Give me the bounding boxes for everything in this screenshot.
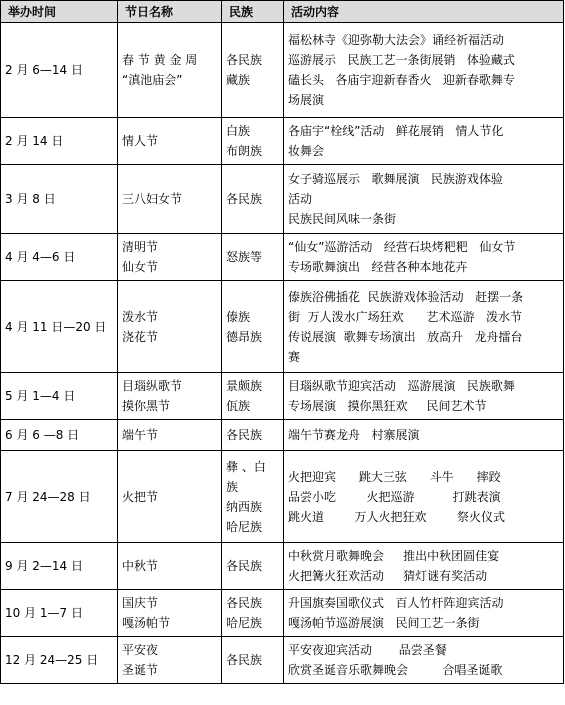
table-row <box>1 451 564 543</box>
activity-content-line: 传说展演 歌舞专场演出 放高升 龙舟擂台 <box>288 329 523 344</box>
festival-name <box>118 118 222 165</box>
ethnic-group <box>222 590 284 637</box>
activity-content-line: 目瑙纵歌节迎宾活动 巡游展演 民族歌舞 <box>288 379 515 393</box>
ethnic-group-line: 各民族 <box>226 53 263 67</box>
festival-date: 6 月 6 —8 日 <box>1 420 118 451</box>
festival-name-line: 浇花节 <box>122 329 159 344</box>
ethnic-group <box>222 165 284 234</box>
activity-content <box>284 420 564 451</box>
ethnic-group-line: 布朗族 <box>226 144 263 158</box>
activity-content-line: “仙女”巡游活动 经营石块烤粑粑 仙女节 <box>288 240 516 254</box>
table-row <box>1 23 564 118</box>
ethnic-group-line: 各民族 <box>226 596 263 610</box>
activity-content-line: 街 万人泼水广场狂欢 艺术巡游 泼水节 <box>288 309 522 324</box>
table-body <box>1 23 564 684</box>
table-row <box>1 373 564 420</box>
activity-content-line: 赛 <box>288 349 301 364</box>
ethnic-group-line: 哈尼族 <box>226 616 263 630</box>
festival-date: 4 月 11 日—20 日 <box>1 281 118 373</box>
festival-date: 5 月 1—4 日 <box>1 373 118 420</box>
activity-content-line: 磕长头 各庙宇迎新春香火 迎新春歌舞专 <box>288 73 515 87</box>
table-row <box>1 420 564 451</box>
festival-name <box>118 451 222 543</box>
table-row <box>1 281 564 373</box>
activity-content-line: 女子骑巡展示 歌舞展演 民族游戏体验 <box>288 172 503 186</box>
festival-name-line: 三八妇女节 <box>122 192 183 206</box>
activity-content <box>284 165 564 234</box>
ethnic-group-line: 纳西族 <box>226 499 263 514</box>
festival-name <box>118 590 222 637</box>
activity-content <box>284 373 564 420</box>
ethnic-group <box>222 420 284 451</box>
activity-content <box>284 281 564 373</box>
activity-content-line: 品尝小吃 火把巡游 打跳表演 <box>288 489 501 504</box>
ethnic-group-line: 景颇族 <box>226 379 263 393</box>
festival-date: 12 月 24—25 日 <box>1 637 118 684</box>
ethnic-group <box>222 373 284 420</box>
ethnic-group-line: 各民族 <box>226 559 263 573</box>
festival-name <box>118 234 222 281</box>
festival-name-line: 嘎汤帕节 <box>122 616 171 630</box>
ethnic-group <box>222 281 284 373</box>
ethnic-group <box>222 543 284 590</box>
ethnic-group <box>222 23 284 118</box>
activity-content <box>284 637 564 684</box>
activity-content-line: 升国旗奏国歌仪式 百人竹杆阵迎宾活动 <box>288 596 504 610</box>
activity-content-line: 场展演 <box>288 93 325 107</box>
ethnic-group-line: 佤族 <box>226 399 251 413</box>
activity-content <box>284 118 564 165</box>
activity-content-line: 巡游展示 民族工艺一条街展销 体验藏式 <box>288 53 515 67</box>
festival-name-line: 泼水节 <box>122 309 159 324</box>
festival-name <box>118 165 222 234</box>
activity-content-line: 跳火道 万人火把狂欢 祭火仪式 <box>288 509 506 524</box>
header-ethnic-group: 民族 <box>222 1 284 23</box>
ethnic-group-line: 各民族 <box>226 192 263 206</box>
ethnic-group-line: 哈尼族 <box>226 519 263 534</box>
festival-date: 3 月 8 日 <box>1 165 118 234</box>
festival-date: 7 月 24—28 日 <box>1 451 118 543</box>
festival-name <box>118 281 222 373</box>
festival-name-line: “滇池庙会” <box>122 73 183 87</box>
activity-content-line: 妆舞会 <box>288 144 325 158</box>
activity-content-line: 嘎汤帕节巡游展演 民间工艺一条街 <box>288 616 480 630</box>
header-activities: 活动内容 <box>284 1 564 23</box>
activity-content <box>284 590 564 637</box>
activity-content <box>284 451 564 543</box>
ethnic-group-line: 藏族 <box>226 73 251 87</box>
festival-name-line: 中秋节 <box>122 559 159 573</box>
activity-content-line: 火把迎宾 跳大三弦 斗牛 摔跤 <box>288 469 501 484</box>
festival-name <box>118 23 222 118</box>
activity-content-line: 端午节赛龙舟 村寨展演 <box>288 428 420 442</box>
activity-content-line: 民族民间风味一条街 <box>288 212 397 226</box>
activity-content-line: 专场歌舞演出 经营各种本地花卉 <box>288 260 468 274</box>
ethnic-group-line: 傣族 <box>226 309 251 324</box>
festival-date: 2 月 14 日 <box>1 118 118 165</box>
activity-content-line: 平安夜迎宾活动 品尝圣餐 <box>288 643 447 657</box>
table-row <box>1 590 564 637</box>
ethnic-group <box>222 451 284 543</box>
table-row <box>1 165 564 234</box>
festival-name-line: 目瑙纵歌节 <box>122 379 183 393</box>
festival-name-line: 情人节 <box>122 134 159 148</box>
festival-name-line: 春 节 黄 金 周 <box>122 53 198 67</box>
activity-content <box>284 234 564 281</box>
festival-date: 4 月 4—6 日 <box>1 234 118 281</box>
ethnic-group <box>222 637 284 684</box>
activity-content-line: 欣赏圣诞音乐歌舞晚会 合唱圣诞歌 <box>288 663 503 677</box>
activity-content-line: 傣族浴佛插花 民族游戏体验活动 赶摆一条 <box>288 289 524 304</box>
activity-content <box>284 23 564 118</box>
activity-content-line: 专场展演 摸你黑狂欢 民间艺术节 <box>288 399 487 413</box>
table-row <box>1 637 564 684</box>
festival-name-line: 平安夜 <box>122 643 159 657</box>
activity-content-line: 各庙宇“栓线”活动 鲜花展销 情人节化 <box>288 124 504 138</box>
header-date: 举办时间 <box>1 1 118 23</box>
activity-content-line: 火把篝火狂欢活动 猜灯谜有奖活动 <box>288 569 488 583</box>
header-festival-name: 节日名称 <box>118 1 222 23</box>
festival-name-line: 国庆节 <box>122 596 159 610</box>
activity-content-line: 活动 <box>288 192 313 206</box>
ethnic-group-line: 怒族等 <box>226 250 263 264</box>
festival-name <box>118 637 222 684</box>
ethnic-group-line: 族 <box>226 479 239 494</box>
table-row <box>1 118 564 165</box>
festival-date: 10 月 1—7 日 <box>1 590 118 637</box>
ethnic-group <box>222 118 284 165</box>
festival-name <box>118 373 222 420</box>
ethnic-group-line: 白族 <box>226 124 251 138</box>
activity-content-line: 中秋赏月歌舞晚会 推出中秋团圆佳宴 <box>288 549 500 563</box>
table-row <box>1 543 564 590</box>
festival-name-line: 清明节 <box>122 240 159 254</box>
ethnic-group-line: 彝 、白 <box>226 459 266 474</box>
festival-date: 2 月 6—14 日 <box>1 23 118 118</box>
table-row <box>1 234 564 281</box>
festival-name-line: 火把节 <box>122 489 159 504</box>
activity-content-line: 福松林寺《迎弥勒大法会》诵经祈福活动 <box>288 33 505 47</box>
ethnic-group-line: 德昂族 <box>226 329 263 344</box>
ethnic-group-line: 各民族 <box>226 428 263 442</box>
festival-name-line: 仙女节 <box>122 260 159 274</box>
header-row <box>1 1 564 23</box>
festival-name-line: 端午节 <box>122 428 159 442</box>
festival-date: 9 月 2—14 日 <box>1 543 118 590</box>
festival-name <box>118 420 222 451</box>
festival-name-line: 圣诞节 <box>122 663 159 677</box>
festival-name-line: 摸你黑节 <box>122 399 171 413</box>
ethnic-group-line: 各民族 <box>226 653 263 667</box>
festival-name <box>118 543 222 590</box>
activity-content <box>284 543 564 590</box>
ethnic-group <box>222 234 284 281</box>
